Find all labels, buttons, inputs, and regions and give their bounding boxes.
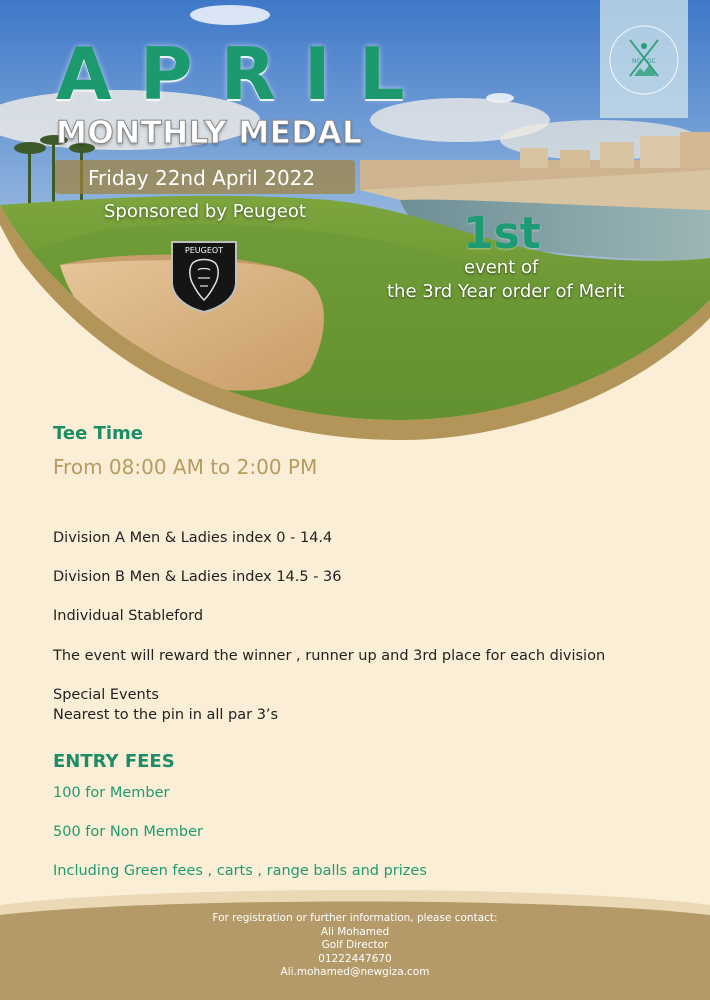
svg-text:NG: NG <box>632 58 642 65</box>
order-of-merit-text: the 3rd Year order of Merit <box>387 281 625 302</box>
non-member-fee: 500 for Non Member <box>53 824 203 840</box>
contact-phone[interactable]: 01222447670 <box>318 952 392 965</box>
contact-role: Golf Director <box>321 939 389 952</box>
event-of-text: event of <box>464 257 539 278</box>
tee-time-range: From 08:00 AM to 2:00 PM <box>53 455 318 479</box>
member-fee: 100 for Member <box>53 785 170 801</box>
svg-text:GC: GC <box>647 58 656 65</box>
event-date: Friday 22nd April 2022 <box>88 166 316 190</box>
format-text: Individual Stableford <box>53 608 204 624</box>
fee-includes: Including Green fees , carts , range balls and prizes <box>53 863 427 879</box>
prizes-text: The event will reward the winner , runner up and 3rd place for each division <box>53 648 606 664</box>
contact-block <box>0 912 710 980</box>
division-b: Division B Men & Ladies index 14.5 - 36 <box>53 569 342 585</box>
tee-time-heading: Tee Time <box>53 423 143 444</box>
special-events-title: Special Events <box>53 687 159 703</box>
svg-text:PEUGEOT: PEUGEOT <box>184 246 224 255</box>
entry-fees-heading: ENTRY FEES <box>53 751 175 772</box>
division-a: Division A Men & Ladies index 0 - 14.4 <box>53 530 333 546</box>
peugeot-logo-icon <box>168 236 240 314</box>
title-monthly-medal: MONTHLY MEDAL <box>56 115 363 151</box>
newgiza-golf-club-logo-icon <box>600 10 688 110</box>
contact-name: Ali Mohamed <box>320 925 390 938</box>
contact-email[interactable]: Ali.mohamed@newgiza.com <box>280 966 430 979</box>
special-events-detail: Nearest to the pin in all par 3’s <box>53 707 279 723</box>
title-april: APRIL <box>56 32 433 116</box>
event-rank: 1st <box>463 208 541 259</box>
contact-intro: For registration or further information, please contact: <box>212 912 498 924</box>
sponsor-text: Sponsored by Peugeot <box>104 201 306 222</box>
